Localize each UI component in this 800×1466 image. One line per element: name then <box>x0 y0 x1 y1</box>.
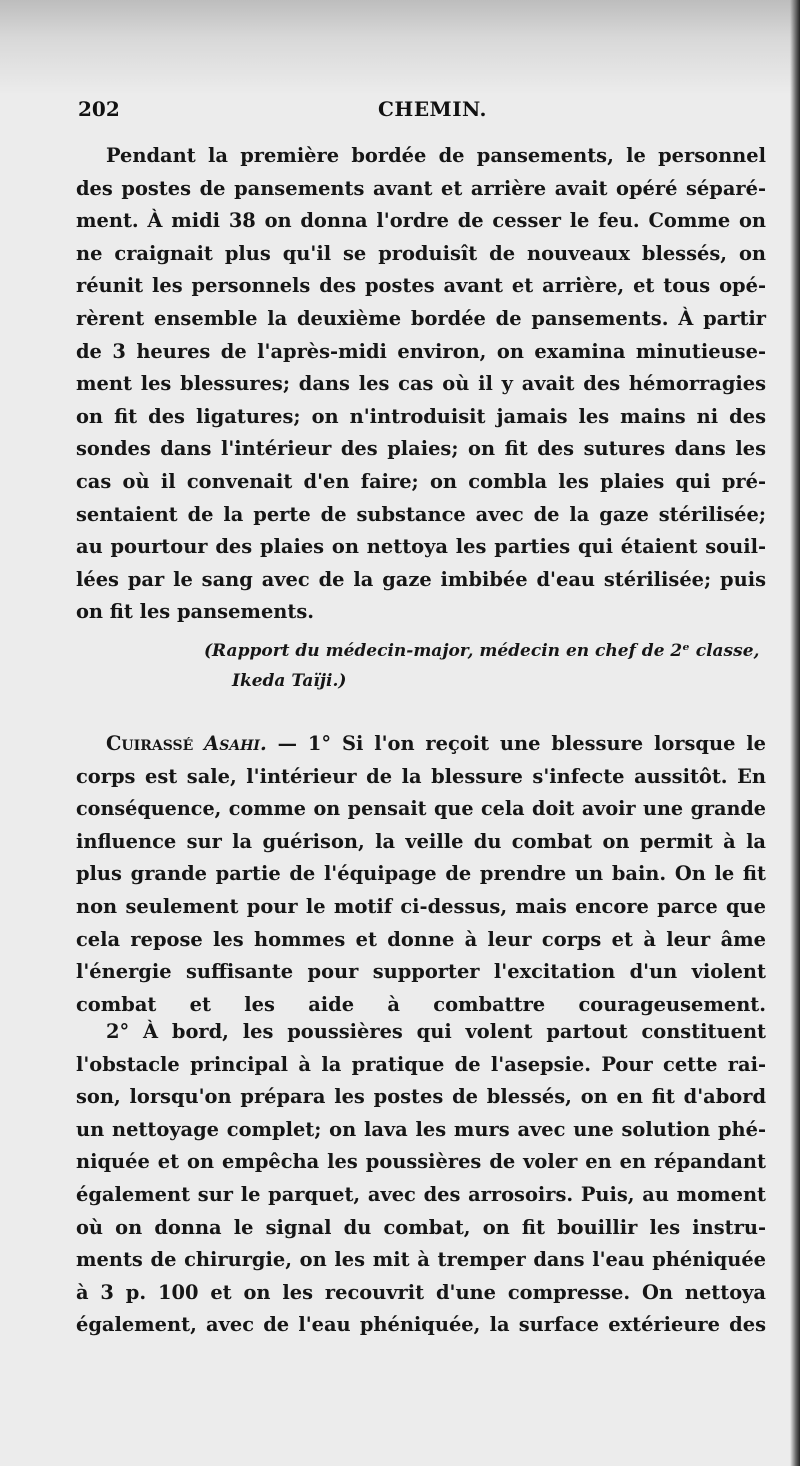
text-line: sentaient de la perte de substance avec de la gaze stérilisée; <box>76 502 766 526</box>
text-line: non seulement pour le motif ci-dessus, mais encore parce que <box>76 894 766 918</box>
text-fragment: — 1° Si l'on reçoit une blessure lorsque le <box>266 732 766 755</box>
text-line: ne craignait plus qu'il se produisît de nouveaux blessés, on <box>76 241 766 265</box>
text-line: ment les blessures; dans les cas où il y avait des hémorragies <box>76 372 766 396</box>
text-line: rèrent ensemble la deuxième bordée de pansements. À partir <box>76 306 766 330</box>
text-line: lées par le sang avec de la gaze imbibée d'eau stérilisée; puis <box>76 567 766 591</box>
text-line: son, lorsqu'on prépara les postes de blessés, on en fit d'abord <box>76 1085 766 1109</box>
text-line: l'obstacle principal à la pratique de l'asepsie. Pour cette rai- <box>76 1052 766 1076</box>
text-line: des postes de pansements avant et arrière avait opéré séparé- <box>76 176 766 200</box>
text-line: où on donna le signal du combat, on fit bouillir les instru- <box>76 1215 766 1239</box>
text-line: Pendant la première bordée de pansements, le personnel <box>106 144 766 167</box>
text-line: ments de chirurgie, on les mit à tremper dans l'eau phéniquée <box>76 1248 766 1272</box>
paragraph-dressings <box>76 140 766 629</box>
text-line: cela repose les hommes et donne à leur corps et à leur âme <box>76 927 766 951</box>
text-line: on fit les pansements. <box>76 600 315 624</box>
text-line: plus grande partie de l'équipage de prendre un bain. On le fit <box>76 862 766 886</box>
text-line: cas où il convenait d'en faire; on combla les plaies qui pré- <box>76 469 766 493</box>
text-line: ment. À midi 38 on donna l'ordre de cesser le feu. Comme on <box>76 209 766 233</box>
text-line: au pourtour des plaies on nettoya les parties qui étaient souil- <box>76 535 766 559</box>
paragraph-asepsis <box>76 1016 766 1342</box>
running-head: CHEMIN. <box>378 97 488 121</box>
text-line: également sur le parquet, avec des arrosoirs. Puis, au moment <box>76 1182 766 1206</box>
text-line: combat et les aide à combattre courageusement. <box>76 992 766 1016</box>
text-line <box>76 728 766 761</box>
text-line: de 3 heures de l'après-midi environ, on examina minutieuse- <box>76 339 766 363</box>
citation-line: Ikeda Taïji.) <box>232 671 347 691</box>
page-number: 202 <box>78 97 120 121</box>
text-line: réunit les personnels des postes avant et arrière, et tous opé- <box>76 274 766 298</box>
text-line: influence sur la guérison, la veille du combat on permit à la <box>76 829 766 853</box>
text-line: conséquence, comme on pensait que cela doit avoir une grande <box>76 797 766 821</box>
text-line: un nettoyage complet; on lava les murs avec une solution phé- <box>76 1117 766 1141</box>
text-line: l'énergie suffisante pour supporter l'excitation d'un violent <box>76 960 766 984</box>
page-header <box>78 92 768 126</box>
paragraph-asahi <box>76 728 766 1021</box>
text-line: niquée et on empêcha les poussières de voler en en répandant <box>76 1150 766 1174</box>
text-line: on fit des ligatures; on n'introduisit jamais les mains ni des <box>76 404 766 428</box>
citation-line: (Rapport du médecin-major, médecin en chef de 2ᵉ classe, <box>204 641 760 661</box>
ship-type-label: Cuirassé <box>106 732 194 755</box>
text-line: 2° À bord, les poussières qui volent partout constituent <box>106 1020 766 1043</box>
report-citation <box>204 636 770 696</box>
ship-name: Asahi. <box>204 732 267 755</box>
text-line: à 3 p. 100 et on les recouvrit d'une compresse. On nettoya <box>76 1280 766 1304</box>
text-line: également, avec de l'eau phéniquée, la surface extérieure des <box>76 1313 766 1337</box>
text-line: corps est sale, l'intérieur de la blessure s'infecte aussitôt. En <box>76 764 766 788</box>
text-line: sondes dans l'intérieur des plaies; on fit des sutures dans les <box>76 437 766 461</box>
